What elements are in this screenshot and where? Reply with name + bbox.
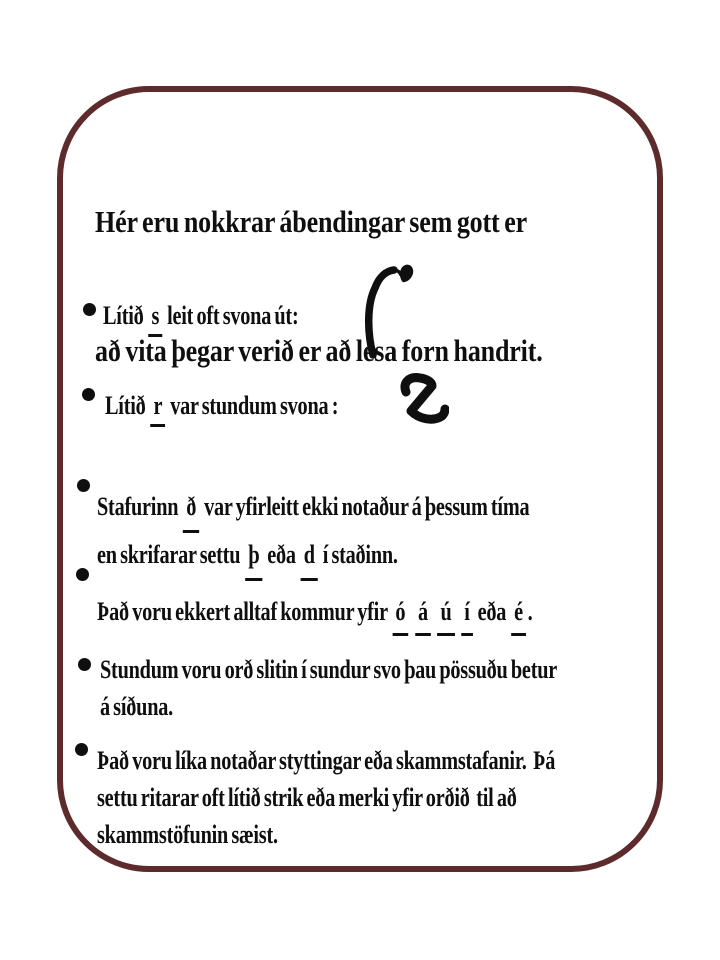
- bullet-text-line: [105, 389, 338, 427]
- text-segment: Stundum voru orð slitin í sundur svo þau pössuðu betur: [100, 655, 558, 684]
- text-segment: [433, 597, 436, 626]
- handwritten-long-s-glyph: [360, 262, 416, 360]
- bullet-text-line: [97, 742, 555, 779]
- bullet-text-line: [97, 533, 529, 581]
- text-segment: settu ritarar oft lítið strik eða merki yfir orðið til að: [97, 783, 517, 812]
- text-segment: Það voru ekkert alltaf kommur yfir: [97, 597, 391, 626]
- underlined-letter: í: [461, 592, 473, 636]
- bullet-item-accent-marks: [97, 592, 532, 636]
- bullet-text-line: [100, 688, 557, 725]
- title-line-2: að vita þegar verið er að lesa forn handrit.: [95, 333, 543, 368]
- underlined-letter: ú: [437, 592, 454, 636]
- bullet-text-line: [103, 299, 298, 337]
- bullet-item-abbreviations: [97, 742, 555, 853]
- text-segment: [456, 597, 459, 626]
- text-segment: eða: [263, 540, 300, 569]
- underlined-letter: þ: [245, 533, 262, 581]
- text-segment: var stundum svona :: [166, 391, 339, 420]
- handwritten-r-rotunda-glyph: [397, 371, 449, 425]
- underlined-letter: ð: [183, 485, 199, 533]
- text-segment: Það voru líka notaðar styttingar eða skammstafanir. Þá: [97, 746, 556, 775]
- underlined-letter: s: [148, 299, 162, 337]
- text-segment: Stafurinn: [97, 492, 182, 521]
- underlined-letter: r: [150, 389, 165, 427]
- bullet-text-line: [100, 651, 557, 688]
- text-segment: Lítið: [103, 301, 147, 330]
- bullet-item-word-splitting: [100, 651, 557, 725]
- text-segment: í staðinn.: [319, 540, 398, 569]
- text-segment: leit oft svona út:: [163, 301, 299, 330]
- bullet-dot: [78, 658, 91, 671]
- bullet-item-eth-usage: [97, 485, 529, 581]
- underlined-letter: d: [301, 533, 318, 581]
- underlined-letter: é: [511, 592, 526, 636]
- text-segment: eða: [474, 597, 510, 626]
- text-segment: Lítið: [105, 391, 149, 420]
- text-segment: skammstöfunin sæist.: [97, 820, 278, 849]
- underlined-letter: á: [415, 592, 431, 636]
- bullet-item-small-r: [105, 389, 338, 427]
- text-segment: á síðuna.: [100, 692, 173, 721]
- bullet-text-line: [97, 816, 555, 853]
- bullet-dot: [82, 388, 95, 401]
- text-segment: .: [527, 597, 533, 626]
- text-segment: var yfirleitt ekki notaður á þessum tíma: [200, 492, 530, 521]
- bullet-dot: [75, 743, 88, 756]
- text-segment: en skrifarar settu: [97, 540, 244, 569]
- title-line-1: Hér eru nokkrar ábendingar sem gott er: [95, 204, 527, 239]
- bullet-dot: [76, 568, 89, 581]
- bullet-dot: [77, 479, 90, 492]
- bullet-text-line: [97, 592, 532, 636]
- bullet-dot: [83, 303, 96, 316]
- bullet-item-small-s: [103, 299, 298, 337]
- underlined-letter: ó: [392, 592, 408, 636]
- bullet-text-line: [97, 485, 529, 533]
- text-segment: [410, 597, 413, 626]
- bullet-text-line: [97, 779, 555, 816]
